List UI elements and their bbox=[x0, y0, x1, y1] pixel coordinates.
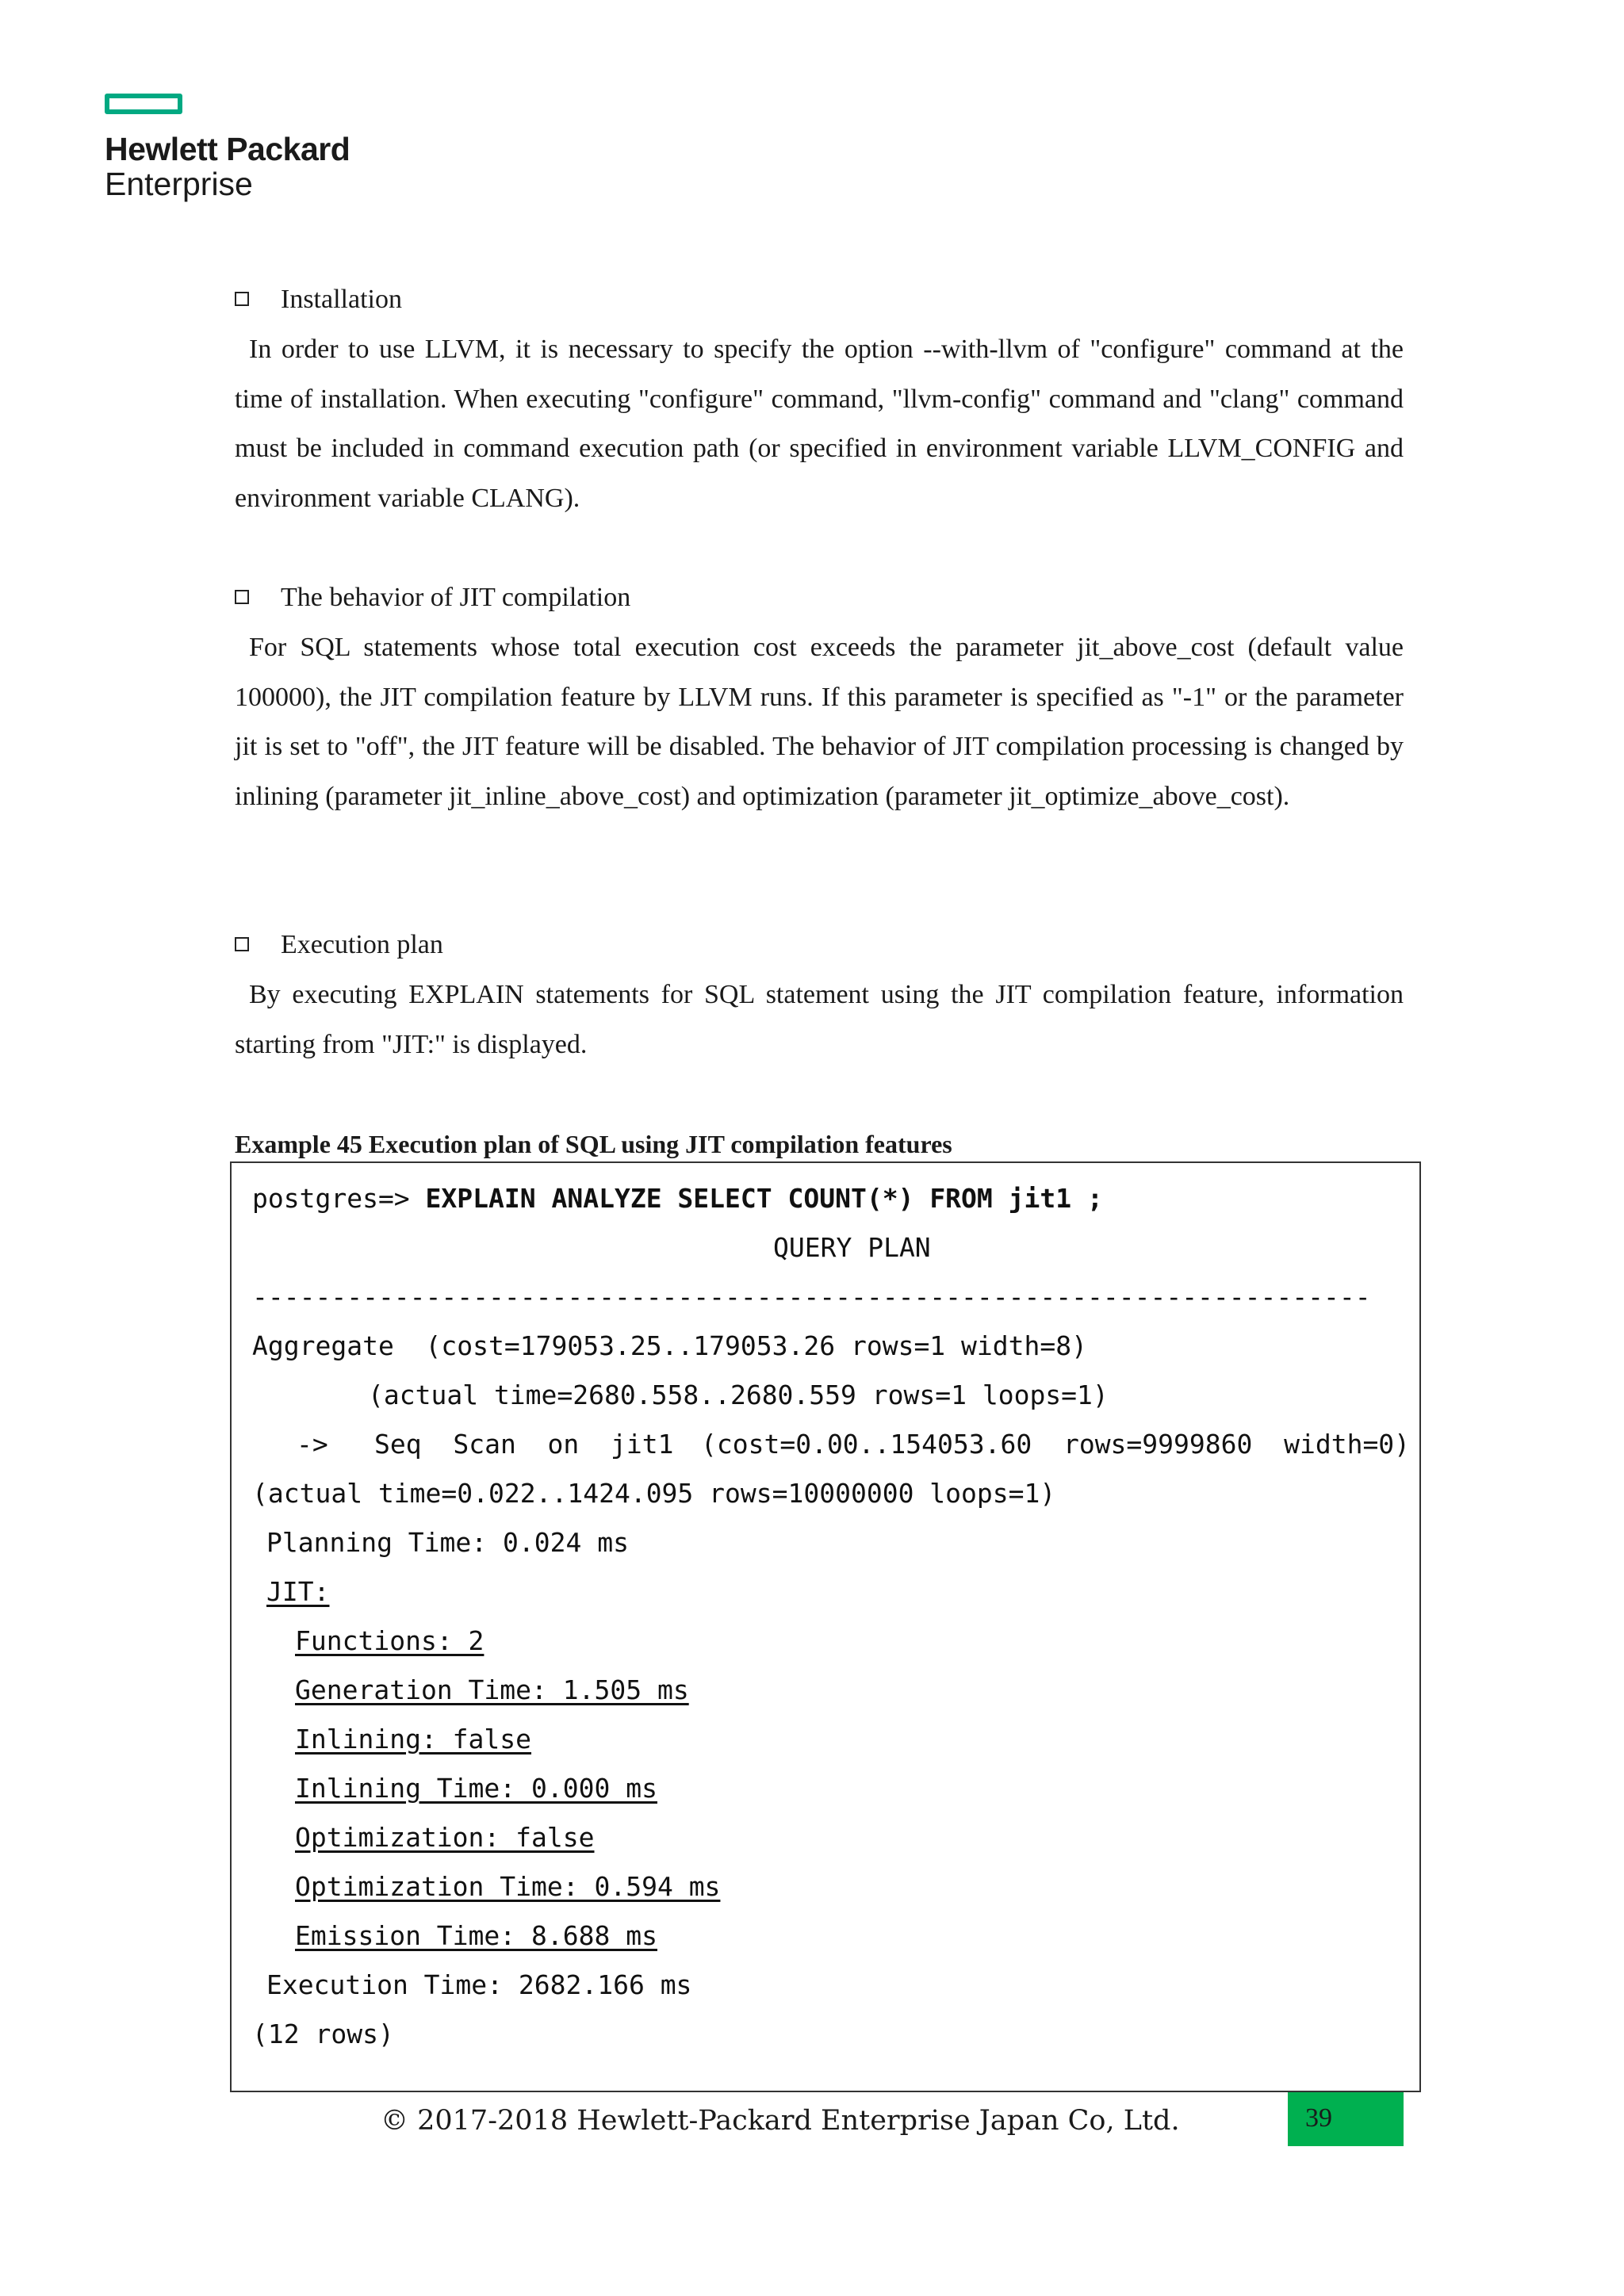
code-query-plan-header: QUERY PLAN bbox=[773, 1232, 931, 1263]
code-separator: ----------------------------------------------------------------------- bbox=[252, 1281, 1371, 1312]
section-paragraph-execution-plan: By executing EXPLAIN statements for SQL statement using the JIT compilation feature, information starting from "JIT:" is displayed. bbox=[235, 980, 1404, 1059]
logo-rectangle-icon bbox=[105, 94, 182, 114]
code-jit-optimization: Optimization: false bbox=[295, 1822, 595, 1853]
code-row-count: (12 rows) bbox=[252, 2019, 394, 2049]
section-heading-execution-plan bbox=[235, 929, 443, 961]
code-jit-label: JIT: bbox=[266, 1576, 330, 1607]
section-heading-text: The behavior of JIT compilation bbox=[281, 583, 631, 612]
code-aggregate-actual: (actual time=2680.558..2680.559 rows=1 loops=1) bbox=[368, 1380, 1109, 1410]
code-seq-cost: (cost=0.00..154053.60 rows=9999860 width=0) bbox=[701, 1429, 1411, 1460]
code-jit-inlining: Inlining: false bbox=[295, 1724, 532, 1755]
code-jit-generation-time: Generation Time: 1.505 ms bbox=[295, 1674, 689, 1705]
code-seq-arrow: -> bbox=[297, 1429, 328, 1460]
code-jit-functions: Functions: 2 bbox=[295, 1625, 485, 1656]
example-caption: Example 45 Execution plan of SQL using JIT compilation features bbox=[235, 1130, 952, 1158]
code-prompt: postgres=> bbox=[252, 1183, 426, 1214]
footer-copyright: © 2017-2018 Hewlett-Packard Enterprise Japan Co, Ltd. bbox=[381, 2105, 1180, 2137]
section-paragraph-installation: In order to use LLVM, it is necessary to specify the option --with-llvm of "configure" command at the time of installation. When executing "configure" command, "llvm-config" command and "clang" command must be included in command execution path (or specified in environment variable LLVM_CONFIG and environment variable CLANG). bbox=[235, 335, 1404, 513]
section-heading-text: Installation bbox=[281, 285, 402, 314]
code-jit-optimization-time: Optimization Time: 0.594 ms bbox=[295, 1871, 721, 1902]
code-command: EXPLAIN ANALYZE SELECT COUNT(*) FROM jit1 ; bbox=[425, 1183, 1103, 1214]
section-paragraph-jit-behavior: For SQL statements whose total execution cost exceeds the parameter jit_above_cost (default value 100000), the JIT compilation feature by LLVM runs. If this parameter is specified as "-1" or the parameter jit is set to "off", the JIT feature will be disabled. The behavior of JIT compilation processing is changed by inlining (parameter jit_inline_above_cost) and optimization (parameter jit_optimize_above_cost). bbox=[235, 633, 1404, 811]
checkbox-square-icon bbox=[235, 590, 249, 604]
checkbox-square-icon bbox=[235, 292, 249, 306]
code-command-line bbox=[252, 1183, 1103, 1215]
code-aggregate: Aggregate (cost=179053.25..179053.26 rows=1 width=8) bbox=[252, 1330, 1087, 1361]
code-jit-inlining-time: Inlining Time: 0.000 ms bbox=[295, 1773, 657, 1804]
section-heading-installation bbox=[235, 284, 402, 316]
hpe-logo bbox=[105, 94, 350, 201]
code-planning-time: Planning Time: 0.024 ms bbox=[266, 1527, 629, 1558]
code-execution-time: Execution Time: 2682.166 ms bbox=[266, 1969, 692, 2000]
logo-line2: Enterprise bbox=[105, 166, 253, 202]
page-number: 39 bbox=[1305, 2103, 1332, 2133]
code-seq-actual: (actual time=0.022..1424.095 rows=10000000 loops=1) bbox=[252, 1478, 1056, 1509]
checkbox-square-icon bbox=[235, 937, 249, 951]
code-jit-emission-time: Emission Time: 8.688 ms bbox=[295, 1920, 657, 1951]
logo-line1: Hewlett Packard bbox=[105, 131, 350, 167]
section-heading-jit-behavior bbox=[235, 582, 630, 614]
code-seq-scan: Seq Scan on jit1 bbox=[374, 1429, 674, 1460]
page-number-badge bbox=[1288, 2092, 1404, 2146]
section-heading-text: Execution plan bbox=[281, 930, 443, 959]
